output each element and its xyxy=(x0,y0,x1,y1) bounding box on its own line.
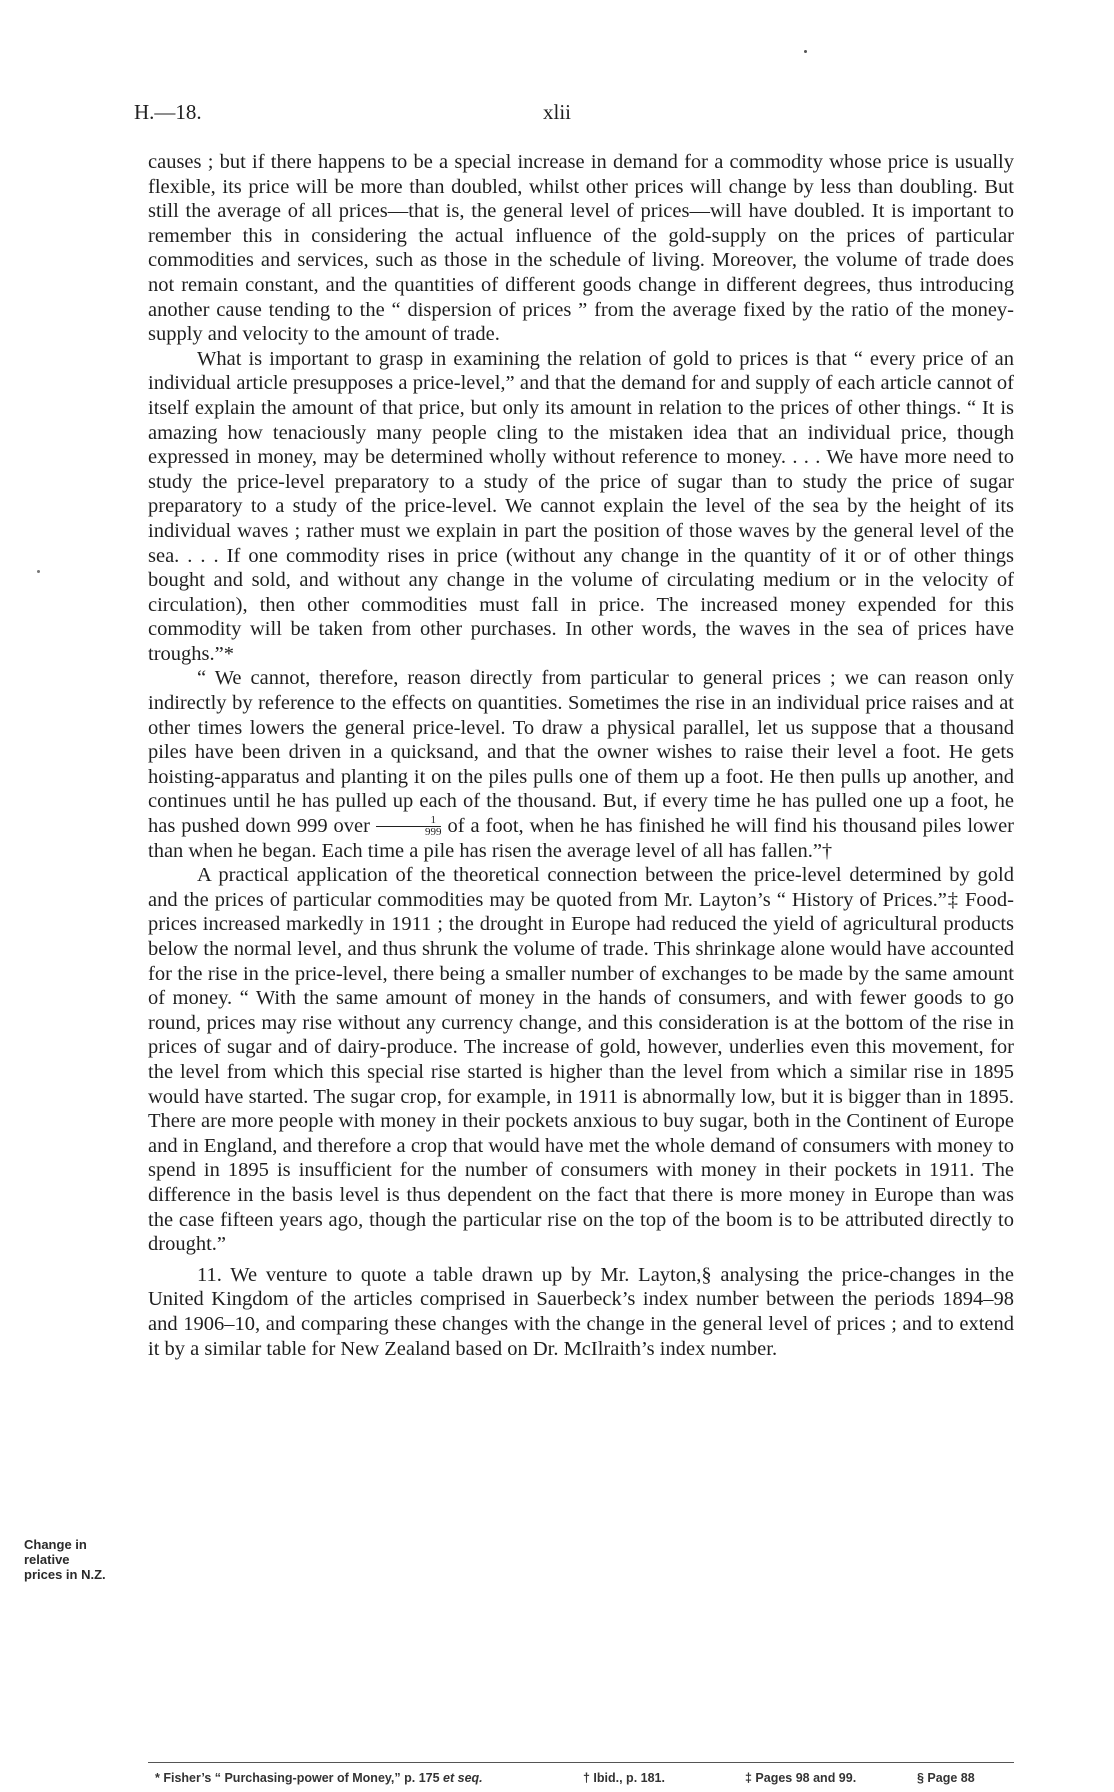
footnote xyxy=(155,1771,483,1785)
footnote-divider xyxy=(148,1762,1014,1763)
fraction-denominator: 999 xyxy=(424,826,442,839)
paragraph: causes ; but if there happens to be a special increase in demand for a commodity whose price is usually flexible, its price will be more than doubled, whilst other prices will change by less than doubling. But still the average of all prices—that is, the general level of prices—will have doubled. It is important to remember this in considering the actual influence of the gold-supply on the prices of particular commodities and services, such as those in the schedule of living. Moreover, the volume of trade does not remain constant, and the quantities of different goods change in different degrees, thus introducing another cause tending to the “ dispersion of prices ” from the average fixed by the ratio of the money-supply and velocity to the amount of trade. xyxy=(148,151,1014,346)
body-text xyxy=(148,150,1014,1361)
footnote-text: * Fisher’s “ Purchasing-power of Money,” p. 175 xyxy=(155,1771,444,1785)
margin-note-line: relative xyxy=(24,1552,70,1567)
footnote-italic: et seq. xyxy=(443,1771,483,1785)
speck-mark xyxy=(37,570,40,573)
footnote: † Ibid., p. 181. xyxy=(583,1771,665,1785)
paragraph-text: of a foot, when he has finished he will find his thousand piles lower than when he began. Each time a pile has risen the average level of all has fallen.”† xyxy=(148,815,1015,862)
footnote: ‡ Pages 98 and 99. xyxy=(745,1771,857,1785)
document-reference: H.—18. xyxy=(134,100,202,124)
margin-note-line: prices in N.Z. xyxy=(24,1567,106,1582)
fraction-numerator: 1 xyxy=(376,815,442,827)
margin-note-line: Change in xyxy=(24,1537,87,1552)
margin-note xyxy=(24,1537,142,1582)
footnote: § Page 88 xyxy=(917,1771,975,1785)
paragraph: 11. We venture to quote a table drawn up by Mr. Layton,§ analysing the price-changes in the United Kingdom of the articles comprised in Sauerbeck’s index number between the periods 1894–98 and 1906–10, and comparing these changes with the change in the general level of prices ; and to extend it by a similar table for New Zealand based on Dr. McIlraith’s index number. xyxy=(148,1263,1014,1360)
paragraph xyxy=(148,666,1014,863)
fraction xyxy=(376,815,442,838)
page-number: xlii xyxy=(542,100,571,124)
paragraph-text: “ We cannot, therefore, reason directly from particular to general prices ; we can reason only indirectly by reference to the effects on quantities. Sometimes the rise in an individual price raises and at other times lowers the general price-level. To draw a physical parallel, let us suppose that a thousand piles have been driven in a quicksand, and that the owner wishes to raise their level a foot. He gets hoisting-apparatus and planting it on the piles pulls one of them up a foot. He then pulls up another, and continues until he has pulled up each of the thousand. But, if every time he has pulled one up a foot, he has pushed down 999 over xyxy=(148,667,1014,838)
paragraph: What is important to grasp in examining the relation of gold to prices is that “ every price of an individual article presupposes a price-level,” and that the demand for and supply of each article cannot of itself explain the amount of that price, but only its amount in relation to the prices of other things. “ It is amazing how tenaciously many people cling to the mistaken idea that an individual price, though expressed in money, may be determined wholly without reference to money. . . . We have more need to study the price-level preparatory to a study of the price of sugar than to study the price of sugar preparatory to a study of the price-level. We cannot explain the level of the sea by the height of its individual waves ; rather must we explain in part the position of those waves by the general level of the sea. . . . If one commodity rises in price (without any change in the quantity of it or of other things bought and sold, and without any change in the volume of circulating medium or in the velocity of circulation), then other commodities must fall in price. The increased money expended for this commodity will be taken from other purchases. In other words, the waves in the sea of prices have troughs.”* xyxy=(148,347,1014,665)
speck-mark xyxy=(804,50,807,53)
paragraph: A practical application of the theoretical connection between the price-level determined by gold and the prices of particular commodities may be quoted from Mr. Layton’s “ History of Prices.”‡ Food-prices increased markedly in 1911 ; the drought in Europe had reduced the yield of agricultural products below the normal level, and thus shrunk the volume of trade. This shrinkage alone would have accounted for the rise in the price-level, there being a smaller number of exchanges to be made by the same amount of money. “ With the same amount of money in the hands of consumers, and with fewer goods to go round, prices may rise without any currency change, and this consideration is at the bottom of the rise in prices of sugar and of dairy-produce. The increase of gold, however, underlies even this movement, for the level from which this special rise started is higher than the level from which a similar rise in 1895 would have started. The sugar crop, for example, in 1911 is abnormally low, but it is bigger than in 1895. There are more people with money in their pockets anxious to buy sugar, both in the Continent of Europe and in England, and therefore a crop that would have met the whole demand of consumers with money to spend in 1895 is insufficient for the number of consumers with money in their pockets in 1911. The difference in the basis level is thus dependent on the fact that there is more money in Europe than was the case fifteen years ago, though the particular rise on the top of the boom is to be attributed directly to drought.” xyxy=(148,864,1014,1256)
